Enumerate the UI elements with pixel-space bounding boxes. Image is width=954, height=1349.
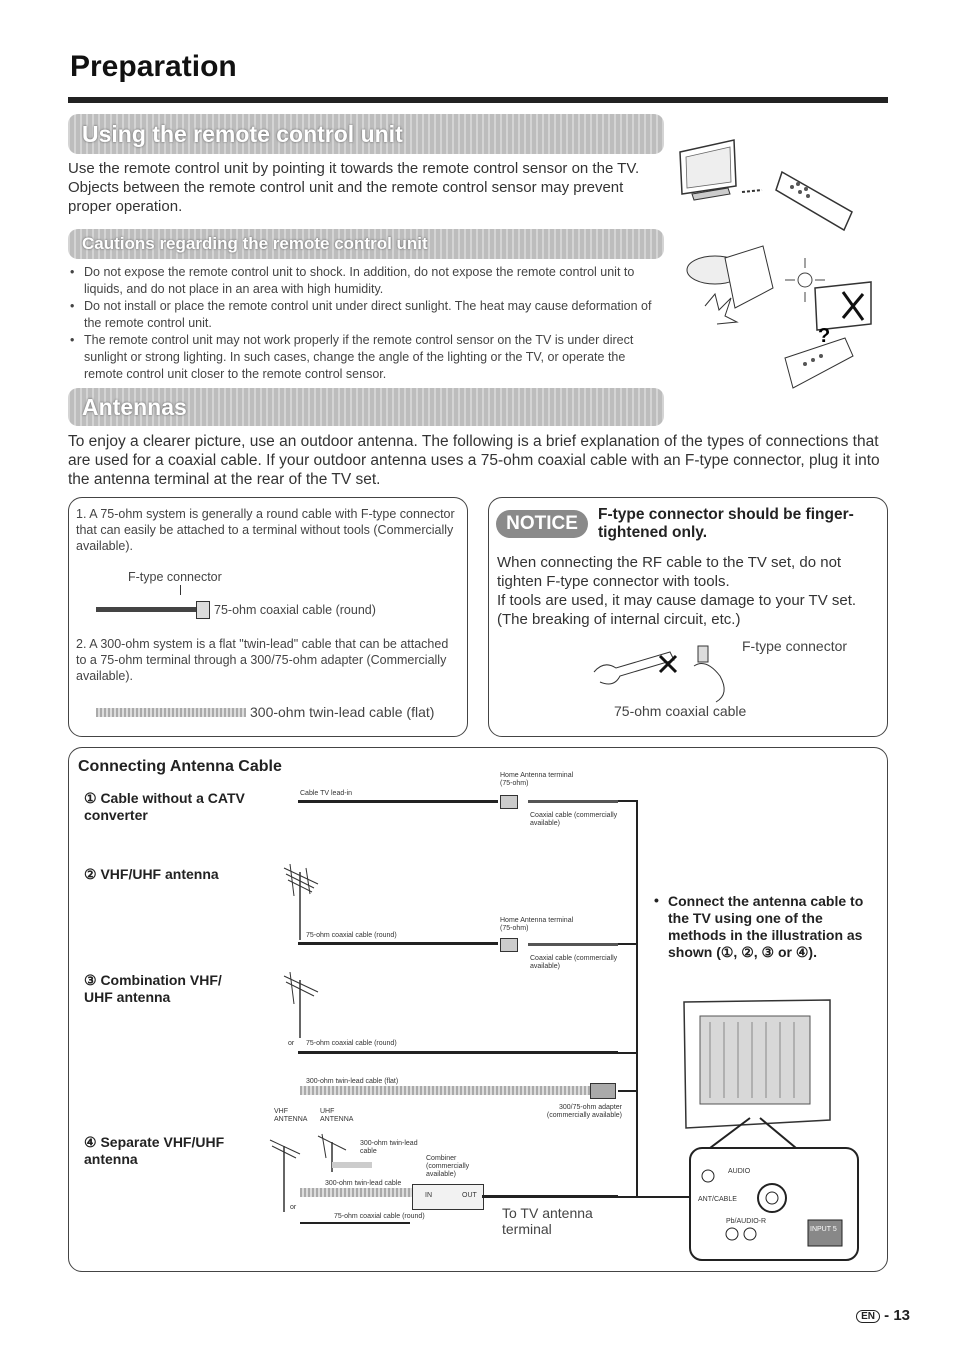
stub-3b [618,1090,636,1092]
connect-note: Connect the antenna cable to the TV using one of the methods in the illustration as shown (①, ②, ③ or ④). [668,893,864,960]
combiner-label: Combiner (commercially available) [426,1155,470,1178]
section-heading-cautions: Cautions regarding the remote control unit [68,229,664,259]
option-2: ② VHF/UHF antenna [84,866,219,882]
antenna-terminal-2 [500,938,518,952]
notice-cable-label: 75-ohm coaxial cable [614,703,747,719]
cable-type-1: 1. A 75-ohm system is generally a round cable with F-type connector that can easily be attached to a terminal without tools (Commercially available). [76,507,455,553]
vhf-uhf-antenna-icon [278,862,328,942]
option-1: ① Cable without a CATV converter [84,790,245,823]
option-4: ④ Separate VHF/UHF antenna [84,1134,225,1167]
page-number-value: 13 [893,1307,910,1324]
cable-line-3 [298,1051,618,1054]
svg-text:?: ? [818,325,831,347]
cable-line-1 [298,800,498,803]
cautions-illustration [675,238,885,418]
wrench-illustration [590,632,750,704]
antenna-terminal-1 [500,795,518,809]
coax-round-label-2: 75-ohm coaxial cable (round) [306,932,397,939]
section-heading-antennas: Antennas [68,388,664,426]
option-3: ③ Combination VHF/ UHF antenna [84,972,222,1005]
ant-cable-label: ANT/CABLE [698,1196,737,1203]
twin-flat-label-3: 300-ohm twin-lead cable (flat) [306,1078,399,1085]
caution-item: • The remote control unit may not work properly if the remote control sensor on the TV is under direct sunlight or strong lighting. In such cases, change the angle of the lighting or the TV, or operate the remote control unit closer to the remote control sensor. [68,332,658,383]
twin-lead-line-3 [300,1086,590,1095]
notice-text-1: When connecting the RF cable to the TV set, do not tighten F-type connector with tools. [497,554,842,590]
notice-heading: F-type connector should be finger-tightened only. [598,506,854,541]
coax-cable-drawing [96,607,196,612]
vhf-antenna-label: VHF ANTENNA [274,1108,308,1123]
connecting-heading: Connecting Antenna Cable [78,758,282,775]
coax-line-4 [300,1222,410,1224]
coax-line-1 [528,800,618,803]
stub-3 [618,1052,636,1054]
language-badge: EN [856,1310,880,1323]
cable-tv-leadin-label: Cable TV lead-in [300,790,353,797]
f-connector-drawing [196,601,210,619]
cable-type-2: 2. A 300-ohm system is a flat "twin-lead" cable that can be attached to a 75-ohm terminal through a 300/75-ohm adapter (Commercially available). [76,637,449,683]
coaxial-cable-label-2: Coaxial cable (commercially available) [530,955,618,970]
stub-2 [618,943,636,945]
twin300-label-2: 300-ohm twin-lead cable [325,1180,402,1187]
twin-lead-drawing [96,708,246,717]
arrow-line [180,585,181,595]
twin-lead-line-4 [300,1188,412,1197]
note-bullet: • [654,892,659,908]
notice-text-2: If tools are used, it may cause damage to your TV set. (The breaking of internal circuit, etc.) [497,592,857,628]
home-antenna-label-2: Home Antenna terminal (75-ohm) [500,917,574,932]
twin300-label: 300-ohm twin-lead cable [360,1140,418,1155]
adapter-label: 300/75-ohm adapter (commercially available) [546,1104,622,1119]
notice-badge: NOTICE [496,510,588,538]
remote-paragraph: Use the remote control unit by pointing it towards the remote control sensor on the TV. Objects between the remote control unit and the remote control sensor may prevent proper operation. [68,160,640,215]
stub-1 [618,800,636,802]
twin-flat-label: 300-ohm twin-lead cable (flat) [250,704,435,720]
coax-round-label: 75-ohm coaxial cable (round) [214,603,376,617]
audio-label: AUDIO [728,1168,751,1175]
combiner-in-label: IN [425,1192,432,1199]
title-rule [68,97,888,103]
antennas-paragraph: To enjoy a clearer picture, use an outdoor antenna. The following is a brief explanation of the types of connections that are used for a coaxial cable. If your outdoor antenna uses a 75-ohm coaxial cable with an F-type connector, plug it into the antenna terminal at the rear of the TV set. [68,433,880,488]
pr-audio-label: Pb/AUDIO-R [726,1218,767,1225]
uhf-antenna-label: UHF ANTENNA [320,1108,354,1123]
right-connector-line [636,800,638,1198]
or-label-3: or [288,1040,295,1047]
section-heading-remote: Using the remote control unit [68,114,664,154]
cable-line-2 [298,942,498,945]
dash: - [884,1307,890,1324]
input5-label: INPUT 5 [810,1226,837,1233]
or-label-4: or [290,1204,297,1211]
coax-round-label-4: 75-ohm coaxial cable (round) [334,1213,425,1220]
adapter-drawing [590,1083,616,1099]
remote-pointing-illustration [672,132,862,242]
combination-antenna-icon [278,970,328,1040]
caution-item: • Do not expose the remote control unit to shock. In addition, do not expose the remote control unit to liquids, and do not place in an area with high humidity. [68,264,658,298]
f-type-connector-label: F-type connector [128,570,222,584]
to-tv-terminal-label: To TV antenna terminal [502,1205,593,1237]
cautions-list [68,264,658,383]
coax-line-2 [528,943,618,946]
page-title: Preparation [70,50,237,83]
combiner-out-label: OUT [462,1192,477,1199]
cable-line-4 [482,1195,618,1198]
tv-rear-illustration [680,998,860,1264]
home-antenna-label-1: Home Antenna terminal (75-ohm) [500,772,574,787]
coax-round-label-3: 75-ohm coaxial cable (round) [306,1040,397,1047]
notice-connector-label: F-type connector [742,638,848,654]
page-number [856,1307,910,1324]
coaxial-cable-label-1: Coaxial cable (commercially available) [530,812,618,827]
caution-item: • Do not install or place the remote control unit under direct sunlight. The heat may cause deformation of the remote control unit. [68,298,658,332]
